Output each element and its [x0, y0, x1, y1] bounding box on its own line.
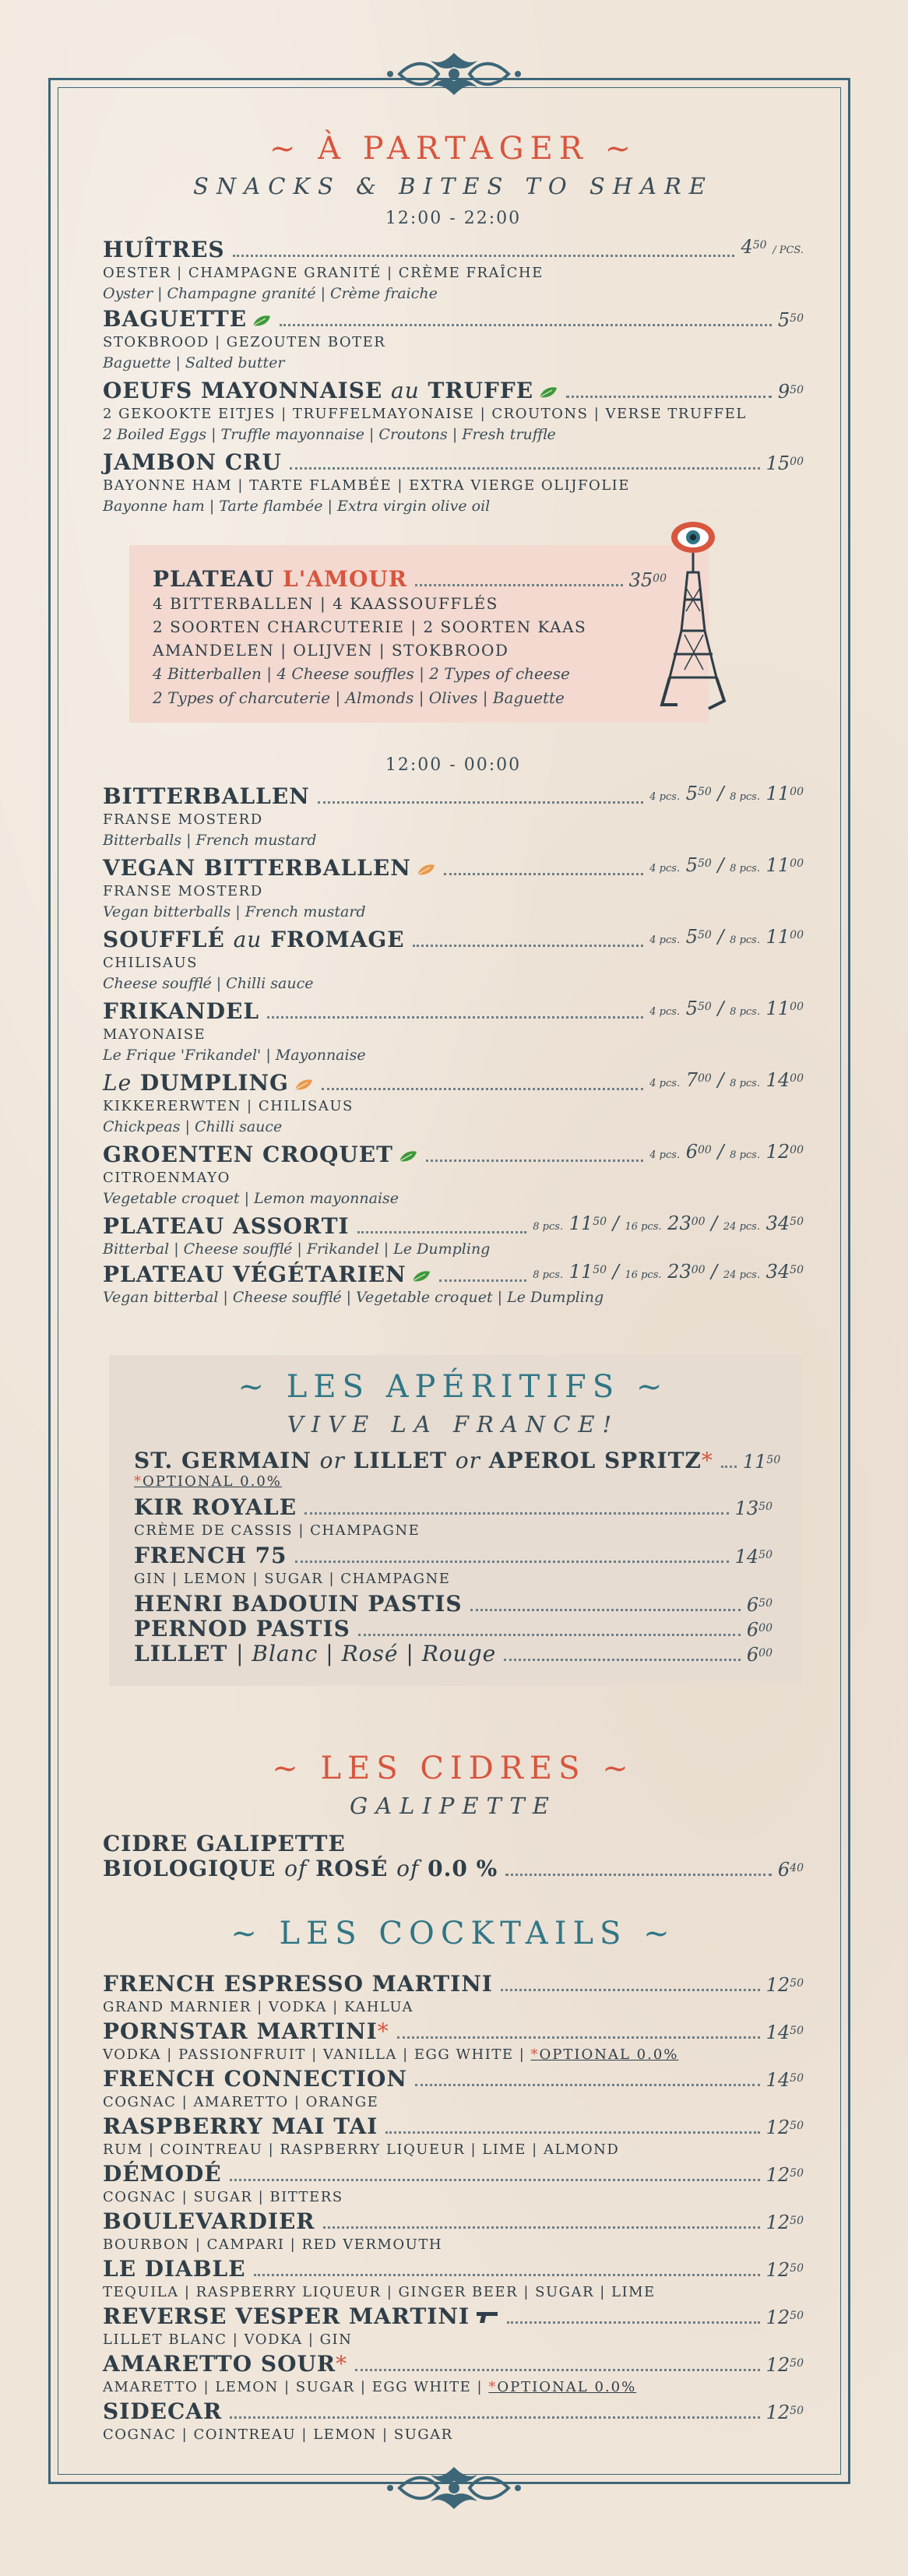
menu-item-cocktail [103, 1972, 804, 2018]
item-ingredients-en-2: 2 Types of charcuterie | Almonds | Olives | Baguette [153, 688, 565, 707]
item-price: $6^{00}$ [746, 1644, 773, 1666]
section-subtitle-partager: SNACKS & BITES TO SHARE [193, 173, 713, 199]
item-name: SOUFFLÉ au FROMAGE [103, 927, 405, 952]
item-name: SIDECAR [103, 2398, 223, 2424]
item-price: $9^{50}$ [777, 381, 804, 403]
menu-item-cidre-galipette [103, 1832, 804, 1881]
item-ingredients-nl: FRANSE MOSTERD [103, 883, 263, 899]
item-name: LE DIABLE [103, 2256, 246, 2282]
optional-alcohol-free-note: *OPTIONAL 0.0% [134, 1473, 282, 1490]
menu-item-plateau-vegetarien [103, 1260, 804, 1308]
item-price: 8 pcs. $11^{50} / 16$ pcs. $23^{00} / 24$ pcs. $34^{50}$ [533, 1261, 804, 1283]
item-ingredients: CRÈME DE CASSIS | CHAMPAGNE [134, 1522, 421, 1539]
item-price: $6^{50}$ [746, 1594, 773, 1616]
item-price: $13^{50}$ [734, 1497, 773, 1519]
item-ingredients-nl: FRANSE MOSTERD [103, 811, 263, 828]
menu-item-kir-royale [134, 1495, 773, 1541]
item-name: BITTERBALLEN [103, 783, 310, 809]
menu-item-groenten-croquet [103, 1140, 804, 1209]
menu-item-cocktail [103, 2399, 804, 2445]
item-price: $35^{00}$ [628, 569, 667, 591]
item-ingredients-en: 2 Boiled Eggs | Truffle mayonnaise | Croutons | Fresh truffle [103, 426, 556, 443]
menu-item-frikandel [103, 997, 804, 1066]
item-price: $14^{50}$ [765, 2069, 804, 2091]
item-ingredients-en: Chickpeas | Chilli sauce [103, 1118, 283, 1135]
item-price: 4 pcs. $6^{00} / 8$ pcs. $12^{00}$ [649, 1141, 804, 1163]
item-ingredients-nl-1: 4 BITTERBALLEN | 4 KAASSOUFFLÉS [153, 594, 498, 613]
menu-item-bitterballen [103, 782, 804, 851]
item-name: HUÎTRES [103, 237, 225, 262]
menu-item-cocktail [103, 2304, 804, 2350]
item-price: $4^{50}$ / PCS. [741, 236, 804, 258]
item-price: 4 pcs. $5^{50} / 8$ pcs. $11^{00}$ [649, 998, 804, 1019]
item-ingredients-en: Bitterbal | Cheese soufflé | Frikandel | Le Dumpling [103, 1240, 491, 1258]
item-ingredients-en: Le Frique 'Frikandel' | Mayonnaise [103, 1047, 366, 1064]
menu-item-oeufs-mayonnaise [103, 378, 804, 445]
item-ingredients-nl: CHILISAUS [103, 955, 198, 971]
menu-item-french-75 [134, 1543, 773, 1589]
section-title-partager: ~ À PARTAGER ~ [269, 131, 638, 167]
menu-item-pernod-pastis [134, 1617, 773, 1642]
item-ingredients-en: Vegan bitterballs | French mustard [103, 903, 366, 920]
time-range-all-day: 12:00 - 00:00 [385, 755, 522, 775]
item-name: BOULEVARDIER [103, 2208, 315, 2234]
section-title-aperitifs: ~ LES APÉRITIFS ~ [238, 1369, 669, 1405]
menu-item-souffle-fromage [103, 925, 804, 994]
item-ingredients-nl-3: AMANDELEN | OLIJVEN | STOKBROOD [153, 641, 509, 660]
menu-item-dumpling [103, 1068, 804, 1138]
item-ingredients: GRAND MARNIER | VODKA | KAHLUA [103, 1999, 414, 2015]
item-ingredients: TEQUILA | RASPBERRY LIQUEUR | GINGER BEER | SUGAR | LIME [103, 2284, 656, 2300]
item-ingredients-nl: MAYONAISE [103, 1026, 206, 1043]
menu-item-vegan-bitterballen [103, 853, 804, 923]
item-price: $12^{50}$ [765, 2212, 804, 2233]
item-price: $12^{50}$ [765, 2402, 804, 2423]
item-name: AMARETTO SOUR* [103, 2351, 348, 2377]
menu-item-cocktail [103, 2114, 804, 2160]
item-ingredients: AMARETTO | LEMON | SUGAR | EGG WHITE | *OPTIONAL 0.0% [103, 2379, 637, 2395]
item-ingredients: VODKA | PASSIONFRUIT | VANILLA | EGG WHITE | *OPTIONAL 0.0% [103, 2046, 679, 2063]
vegan-leaf-icon [294, 1079, 314, 1091]
item-name: PLATEAU L'AMOUR [153, 566, 408, 592]
item-name: FRENCH CONNECTION [103, 2066, 407, 2092]
menu-item-cocktail [103, 2257, 804, 2303]
vegan-leaf-icon [416, 864, 436, 876]
ornament-flourish-bottom-icon [384, 2461, 524, 2515]
item-name: PORNSTAR MARTINI* [103, 2018, 389, 2044]
menu-item-huitres [103, 235, 804, 304]
item-price: $12^{50}$ [765, 1974, 804, 1996]
item-name: PLATEAU VÉGÉTARIEN [103, 1262, 406, 1287]
item-ingredients: RUM | COINTREAU | RASPBERRY LIQUEUR | LIME | ALMOND [103, 2141, 620, 2158]
item-price: $12^{50}$ [765, 2307, 804, 2328]
item-name: FRIKANDEL [103, 998, 260, 1024]
item-name-line-1: CIDRE GALIPETTE [103, 1831, 346, 1856]
item-ingredients-en: Cheese soufflé | Chilli sauce [103, 975, 314, 992]
item-name: FRENCH ESPRESSO MARTINI [103, 1971, 493, 1997]
item-ingredients-nl-2: 2 SOORTEN CHARCUTERIE | 2 SOORTEN KAAS [153, 618, 587, 636]
item-ingredients: LILLET BLANC | VODKA | GIN [103, 2331, 353, 2348]
time-range-lunch: 12:00 - 22:00 [385, 209, 522, 228]
menu-item-baguette [103, 307, 804, 374]
item-ingredients-en: Baguette | Salted butter [103, 354, 285, 371]
optional-alcohol-free-note: *OPTIONAL 0.0% [530, 2046, 679, 2063]
item-name: JAMBON CRU [103, 449, 282, 475]
item-ingredients-nl: BAYONNE HAM | TARTE FLAMBÉE | EXTRA VIERGE OLIJFOLIE [103, 477, 630, 494]
item-name: VEGAN BITTERBALLEN [103, 855, 411, 881]
menu-item-cocktail [103, 2162, 804, 2208]
item-name: PERNOD PASTIS [134, 1616, 350, 1642]
item-ingredients-nl: 2 GEKOOKTE EITJES | TRUFFELMAYONAISE | CROUTONS | VERSE TRUFFEL [103, 406, 747, 422]
item-price: $11^{50}$ [742, 1451, 781, 1473]
item-ingredients: GIN | LEMON | SUGAR | CHAMPAGNE [134, 1571, 451, 1587]
item-name: REVERSE VESPER MARTINI [103, 2303, 470, 2329]
item-ingredients-en: Bitterballs | French mustard [103, 832, 317, 849]
menu-item-lillet [134, 1642, 773, 1666]
item-price: $14^{50}$ [765, 2022, 804, 2043]
menu-item-plateau-assorti [103, 1212, 804, 1260]
item-ingredients-en-1: 4 Bitterballen | 4 Cheese souffles | 2 Types of cheese [153, 664, 570, 683]
item-price: 4 pcs. $5^{50} / 8$ pcs. $11^{00}$ [649, 854, 804, 876]
menu-item-cocktail [103, 2067, 804, 2113]
menu-item-cocktail [103, 2209, 804, 2255]
vegetarian-leaf-icon [411, 1270, 431, 1283]
item-ingredients-en: Bayonne ham | Tarte flambée | Extra virgin olive oil [103, 498, 491, 515]
item-price: $12^{50}$ [765, 2259, 804, 2281]
menu-item-cocktail [103, 2019, 804, 2065]
item-name: FRENCH 75 [134, 1543, 287, 1568]
item-price: $12^{50}$ [765, 2117, 804, 2138]
item-ingredients-nl: CITROENMAYO [103, 1170, 231, 1186]
section-title-cidres: ~ LES CIDRES ~ [272, 1751, 635, 1786]
item-price: 8 pcs. $11^{50} / 16$ pcs. $23^{00} / 24$ pcs. $34^{50}$ [533, 1212, 804, 1234]
menu-item-henri-badouin [134, 1592, 773, 1617]
item-price: $12^{50}$ [765, 2354, 804, 2376]
item-price: $15^{00}$ [765, 452, 804, 474]
item-name: ST. GERMAIN or LILLET or APEROL SPRITZ* [134, 1448, 713, 1473]
item-price: $14^{50}$ [734, 1546, 773, 1568]
item-price: $12^{50}$ [765, 2164, 804, 2186]
pistol-icon [476, 2310, 499, 2324]
ornament-flourish-top-icon [384, 47, 524, 101]
item-name: BAGUETTE [103, 306, 248, 332]
item-ingredients-nl: OESTER | CHAMPAGNE GRANITÉ | CRÈME FRAÎCHE [103, 265, 544, 281]
item-name: Le DUMPLING [103, 1070, 289, 1096]
item-ingredients-en: Vegetable croquet | Lemon mayonnaise [103, 1190, 399, 1207]
item-ingredients-nl: STOKBROOD | GEZOUTEN BOTER [103, 334, 386, 350]
item-price: $6^{00}$ [746, 1619, 773, 1641]
menu-item-plateau-amour [153, 567, 667, 710]
item-name: OEUFS MAYONNAISE au TRUFFE [103, 378, 534, 403]
item-price: 4 pcs. $5^{50} / 8$ pcs. $11^{00}$ [649, 783, 804, 804]
item-price: $6^{40}$ [777, 1859, 804, 1881]
vegetarian-leaf-icon [538, 386, 558, 399]
menu-item-spritz [134, 1448, 781, 1490]
item-ingredients: COGNAC | SUGAR | BITTERS [103, 2189, 343, 2205]
item-price: 4 pcs. $5^{50} / 8$ pcs. $11^{00}$ [649, 926, 804, 948]
vegetarian-leaf-icon [398, 1150, 418, 1163]
item-ingredients: COGNAC | AMARETTO | ORANGE [103, 2094, 379, 2110]
item-name: LILLET | Blanc | Rosé | Rouge [134, 1641, 497, 1666]
vegetarian-leaf-icon [252, 315, 272, 327]
item-ingredients-en: Vegan bitterbal | Cheese soufflé | Vegetable croquet | Le Dumpling [103, 1289, 604, 1306]
item-name: PLATEAU ASSORTI [103, 1213, 350, 1239]
item-name: HENRI BADOUIN PASTIS [134, 1591, 463, 1617]
section-title-cocktails: ~ LES COCKTAILS ~ [231, 1916, 676, 1951]
item-name-line-2: BIOLOGIQUE of ROSÉ of 0.0 % [103, 1856, 498, 1881]
item-ingredients-en: Oyster | Champagne granité | Crème fraiche [103, 285, 438, 302]
item-price: $5^{50}$ [777, 309, 804, 331]
menu-item-jambon-cru [103, 450, 804, 517]
menu-item-cocktail [103, 2352, 804, 2398]
item-ingredients-nl: KIKKERERWTEN | CHILISAUS [103, 1098, 354, 1114]
item-price: 4 pcs. $7^{00} / 8$ pcs. $14^{00}$ [649, 1069, 804, 1091]
item-ingredients: BOURBON | CAMPARI | RED VERMOUTH [103, 2236, 443, 2253]
item-ingredients: COGNAC | COINTREAU | LEMON | SUGAR [103, 2426, 453, 2443]
item-name: GROENTEN CROQUET [103, 1142, 393, 1167]
section-subtitle-aperitifs: VIVE LA FRANCE! [287, 1411, 620, 1438]
item-name: KIR ROYALE [134, 1494, 297, 1520]
item-name: RASPBERRY MAI TAI [103, 2113, 378, 2139]
section-subtitle-cidres: GALIPETTE [350, 1793, 557, 1819]
item-name: DÉMODÉ [103, 2161, 222, 2187]
optional-alcohol-free-note: *OPTIONAL 0.0% [488, 2379, 637, 2395]
